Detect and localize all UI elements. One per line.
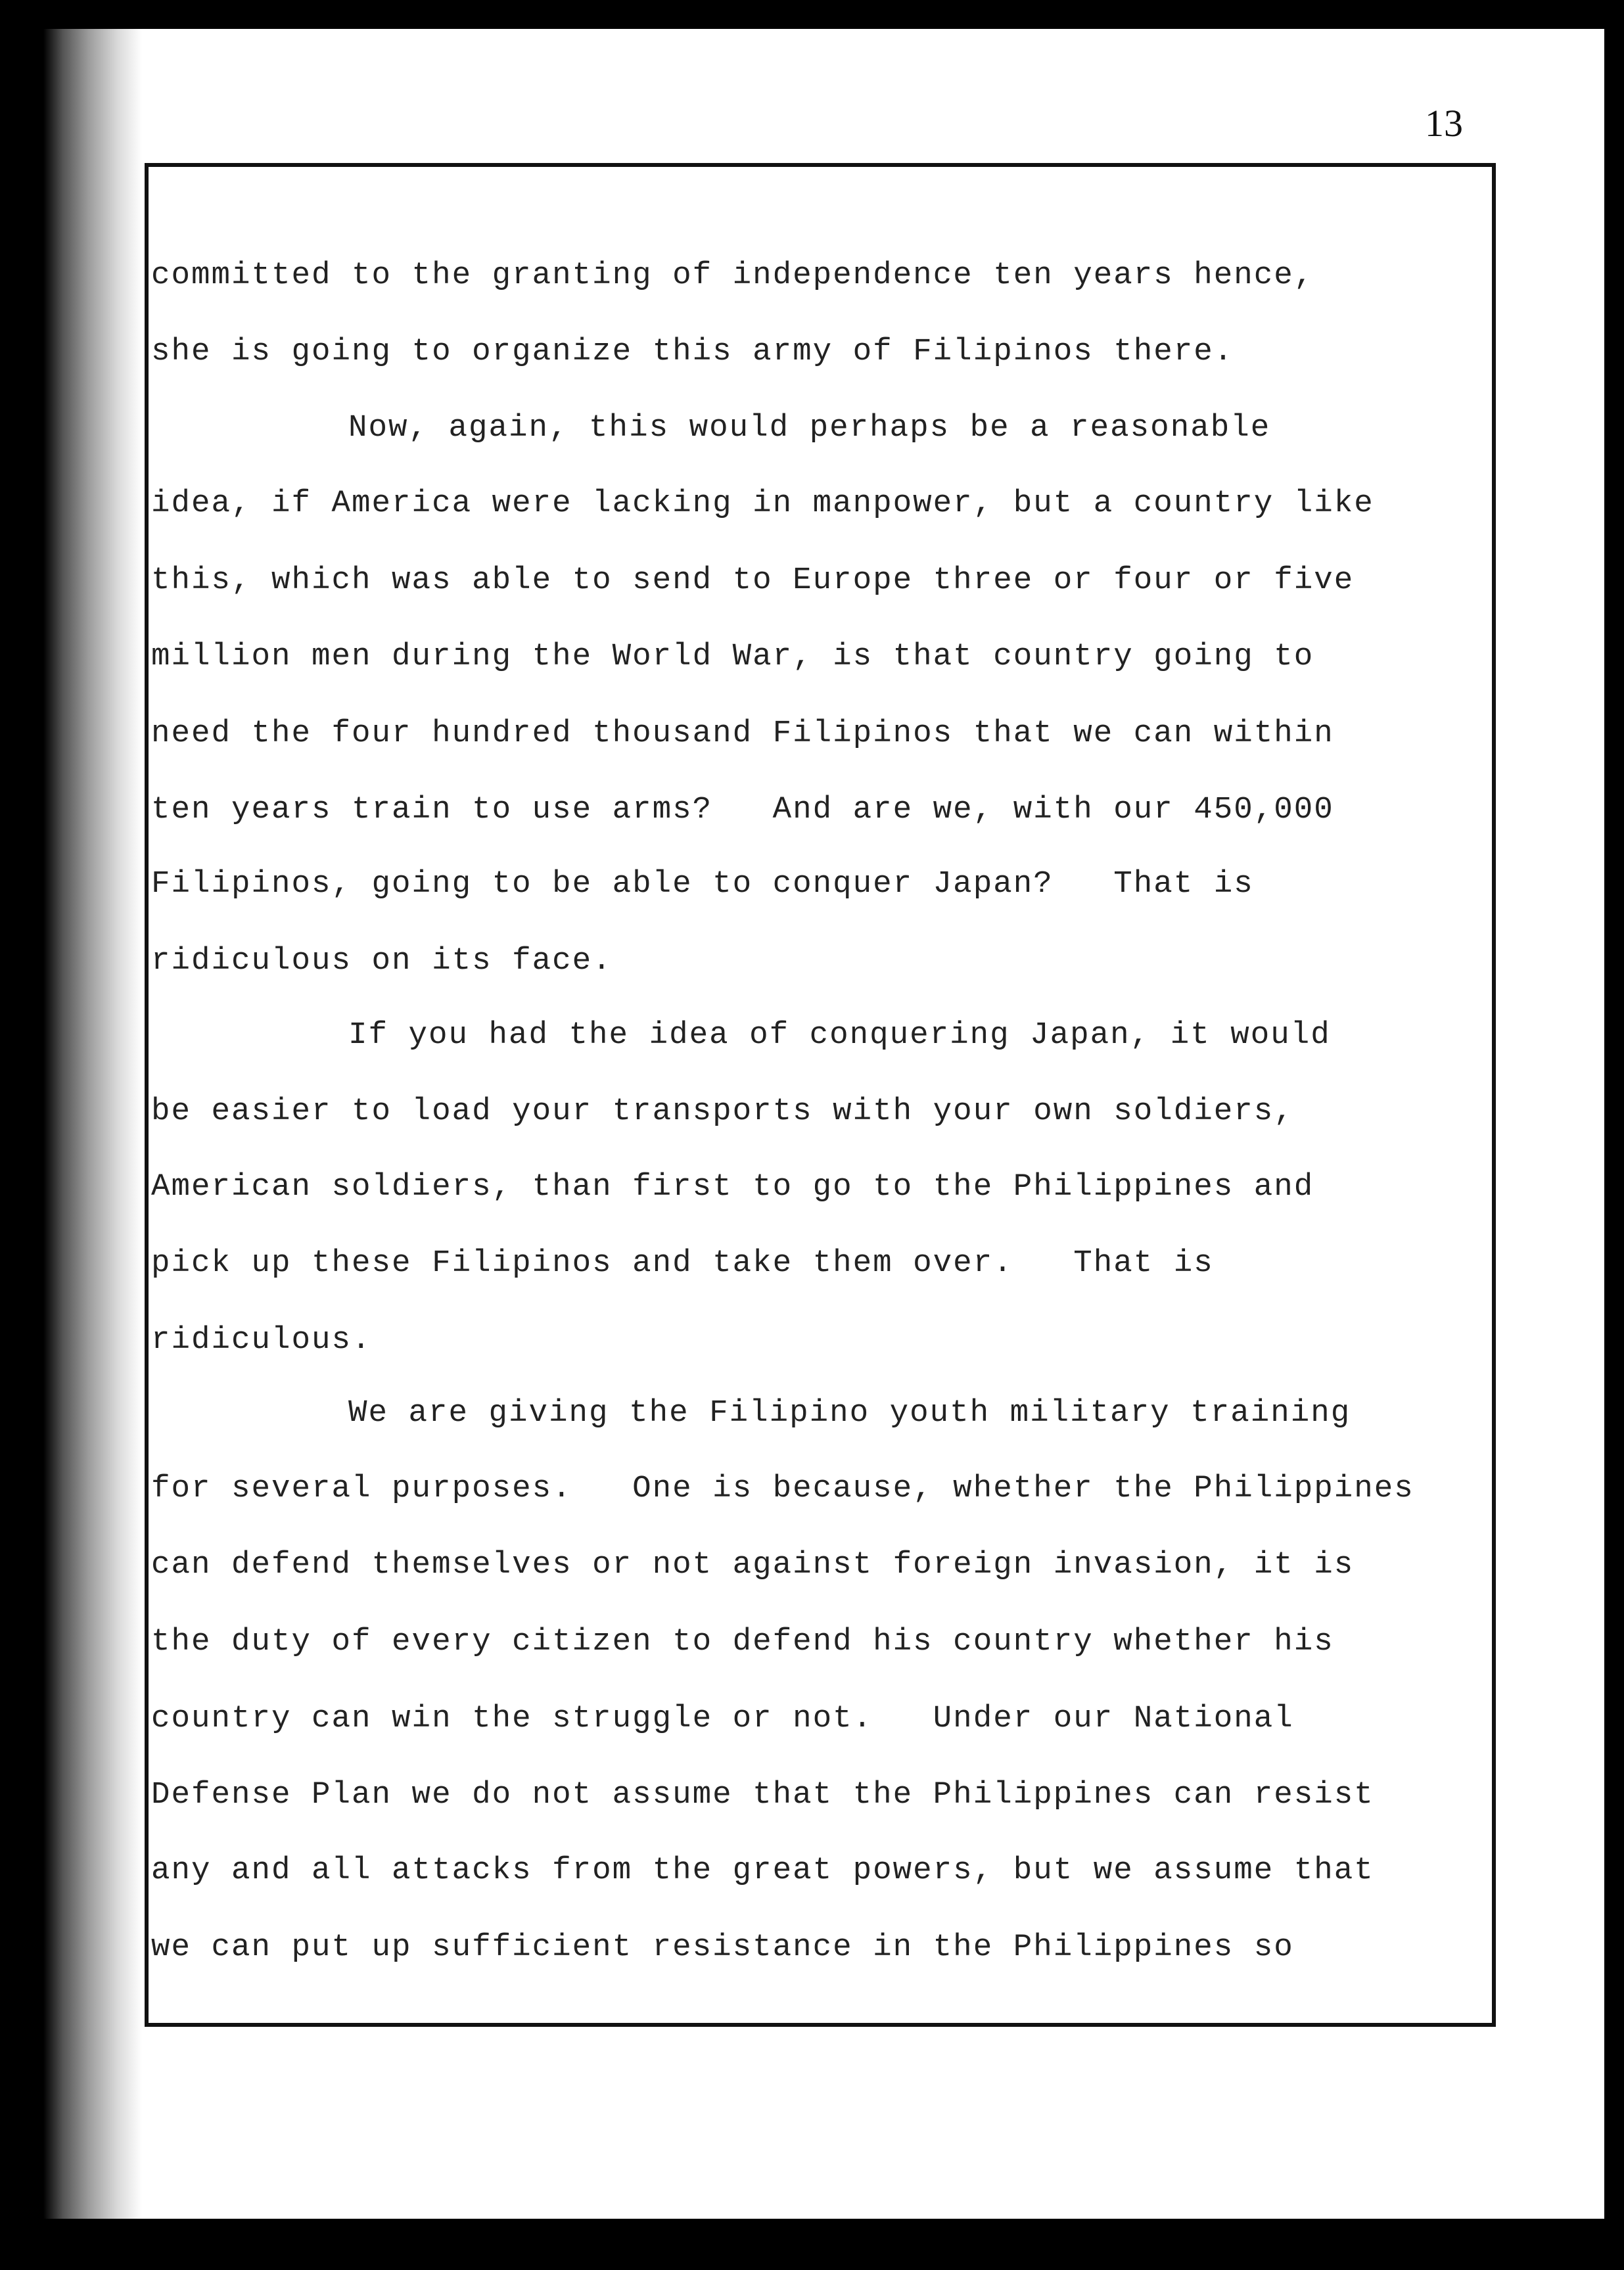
text-line: Filipinos, going to be able to conquer Japan? That is (151, 866, 1254, 902)
text-line: pick up these Filipinos and take them over. That is (151, 1245, 1214, 1281)
text-line: any and all attacks from the great powers, but we assume that (151, 1853, 1374, 1888)
body-text (151, 0, 1518, 1972)
text-line: for several purposes. One is because, whether the Philippines (151, 1471, 1414, 1506)
text-line: she is going to organize this army of Filipinos there. (151, 334, 1234, 369)
text-line: we can put up sufficient resistance in the Philippines so (151, 1930, 1294, 1965)
text-line: this, which was able to send to Europe three or four or five (151, 563, 1355, 598)
page-number: 13 (1425, 102, 1463, 145)
text-line: ridiculous. (151, 1322, 372, 1358)
text-line: ten years train to use arms? And are we, with our 450,000 (151, 792, 1334, 827)
binding-shadow (43, 29, 142, 2219)
text-line: Now, again, this would perhaps be a reasonable (348, 410, 1271, 446)
text-line: need the four hundred thousand Filipinos that we can within (151, 716, 1334, 751)
text-line: American soldiers, than first to go to the Philippines and (151, 1169, 1314, 1205)
text-line: idea, if America were lacking in manpower, but a country like (151, 486, 1374, 521)
text-line: be easier to load your transports with your own soldiers, (151, 1094, 1294, 1129)
text-line: ridiculous on its face. (151, 943, 613, 979)
text-line: committed to the granting of independence ten years hence, (151, 258, 1314, 293)
text-line: the duty of every citizen to defend his country whether his (151, 1624, 1334, 1659)
text-line: country can win the struggle or not. Under our National (151, 1701, 1294, 1736)
text-line: We are giving the Filipino youth military training (348, 1395, 1351, 1431)
text-line: If you had the idea of conquering Japan, it would (348, 1017, 1331, 1053)
text-line: million men during the World War, is that country going to (151, 639, 1314, 674)
text-line: Defense Plan we do not assume that the Philippines can resist (151, 1777, 1374, 1813)
text-line: can defend themselves or not against foreign invasion, it is (151, 1547, 1355, 1583)
